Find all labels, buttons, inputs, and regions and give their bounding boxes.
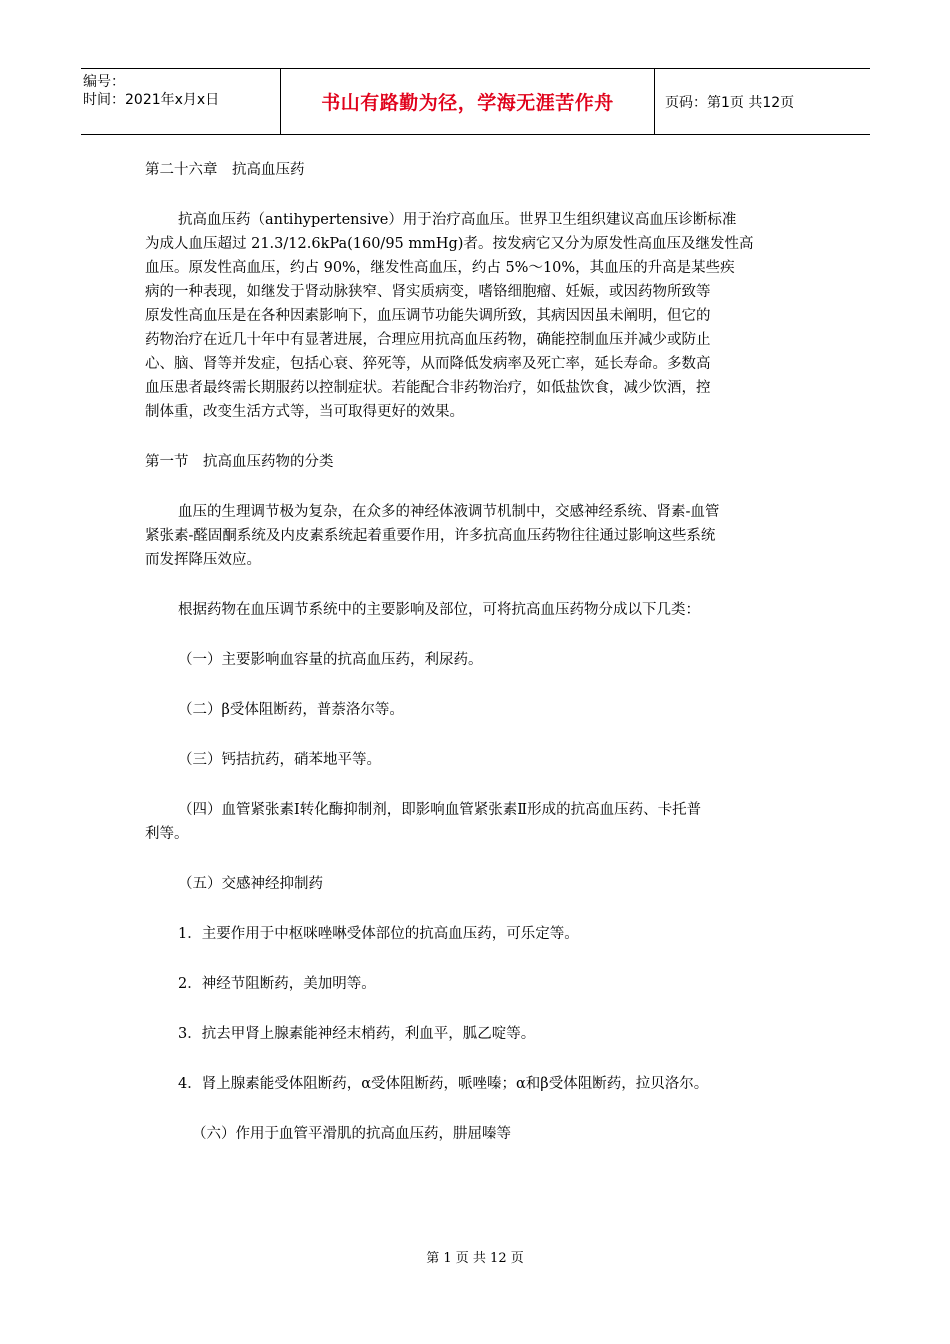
footer-page-number: 第 1 页 共 12 页	[426, 1251, 524, 1266]
bp-paragraph	[145, 500, 807, 572]
intro-line: 心、脑、肾等并发症，包括心衰、猝死等，从而降低发病率及死亡率，延长寿命。多数高	[145, 356, 711, 372]
page-info-text: 页码：第1页 共12页	[665, 94, 795, 111]
sub-item-3: 3．抗去甲肾上腺素能神经末梢药，利血平，胍乙啶等。	[178, 1026, 536, 1042]
class-item-4-line1: （四）血管紧张素Ⅰ转化酶抑制剂，即影响血管紧张素Ⅱ形成的抗高血压药、卡托普	[178, 802, 702, 818]
page-footer	[0, 1247, 950, 1266]
class-item-4	[145, 798, 807, 846]
class-item-5: （五）交感神经抑制药	[178, 876, 323, 892]
sub-item-2: 2．神经节阻断药，美加明等。	[178, 976, 376, 992]
intro-line: 病的一种表现，如继发于肾动脉狭窄、肾实质病变，嗜铬细胞瘤、妊娠，或因药物所致等	[145, 284, 711, 300]
class-item-3: （三）钙拮抗药，硝苯地平等。	[178, 752, 381, 768]
chapter-title: 第二十六章 抗高血压药	[145, 162, 305, 178]
class-item-1: （一）主要影响血容量的抗高血压药，利尿药。	[178, 652, 483, 668]
intro-line: 抗高血压药（antihypertensive）用于治疗高血压。世界卫生组织建议高血压诊断标准	[178, 212, 737, 228]
intro-line: 为成人血压超过 21.3/12.6kPa(160/95 mmHg)者。按发病它又分为原发性高血压及继发性高	[145, 236, 754, 252]
intro-line: 血压患者最终需长期服药以控制症状。若能配合非药物治疗，如低盐饮食，减少饮酒，控	[145, 380, 711, 396]
page-header	[81, 68, 870, 135]
sub-item-4: 4．肾上腺素能受体阻断药，α受体阻断药，哌唑嗪；α和β受体阻断药，拉贝洛尔。	[178, 1076, 709, 1092]
header-meta	[81, 69, 281, 134]
header-page-info	[655, 69, 870, 134]
bp-line: 血压的生理调节极为复杂，在众多的神经体液调节机制中，交感神经系统、肾素-血管	[178, 504, 720, 520]
time-label: 时间：2021年x月x日	[83, 92, 220, 108]
class-item-6: （六）作用于血管平滑肌的抗高血压药，肼屈嗪等	[192, 1126, 511, 1142]
code-label: 编号：	[83, 74, 125, 90]
sub-item-1: 1．主要作用于中枢咪唑啉受体部位的抗高血压药，可乐定等。	[178, 926, 579, 942]
bp-line: 紧张素-醛固酮系统及内皮素系统起着重要作用，许多抗高血压药物往往通过影响这些系统	[145, 528, 716, 544]
class-item-4-line2: 利等。	[145, 826, 189, 842]
intro-line: 血压。原发性高血压，约占 90%，继发性高血压，约占 5%～10%，其血压的升高是某些疾	[145, 260, 735, 276]
classify-intro: 根据药物在血压调节系统中的主要影响及部位，可将抗高血压药物分成以下几类：	[178, 602, 700, 618]
intro-line: 药物治疗在近几十年中有显著进展，合理应用抗高血压药物，确能控制血压并减少或防止	[145, 332, 711, 348]
intro-paragraph	[145, 208, 807, 424]
section-title: 第一节 抗高血压药物的分类	[145, 454, 334, 470]
header-motto: 书山有路勤为径，学海无涯苦作舟	[321, 92, 614, 114]
intro-line: 制体重，改变生活方式等，当可取得更好的效果。	[145, 404, 464, 420]
intro-line: 原发性高血压是在各种因素影响下，血压调节功能失调所致，其病因因虽未阐明，但它的	[145, 308, 711, 324]
class-item-2: （二）β受体阻断药，普萘洛尔等。	[178, 702, 404, 718]
bp-line: 而发挥降压效应。	[145, 552, 261, 568]
document-body	[145, 158, 807, 1146]
header-motto-cell	[281, 69, 655, 134]
